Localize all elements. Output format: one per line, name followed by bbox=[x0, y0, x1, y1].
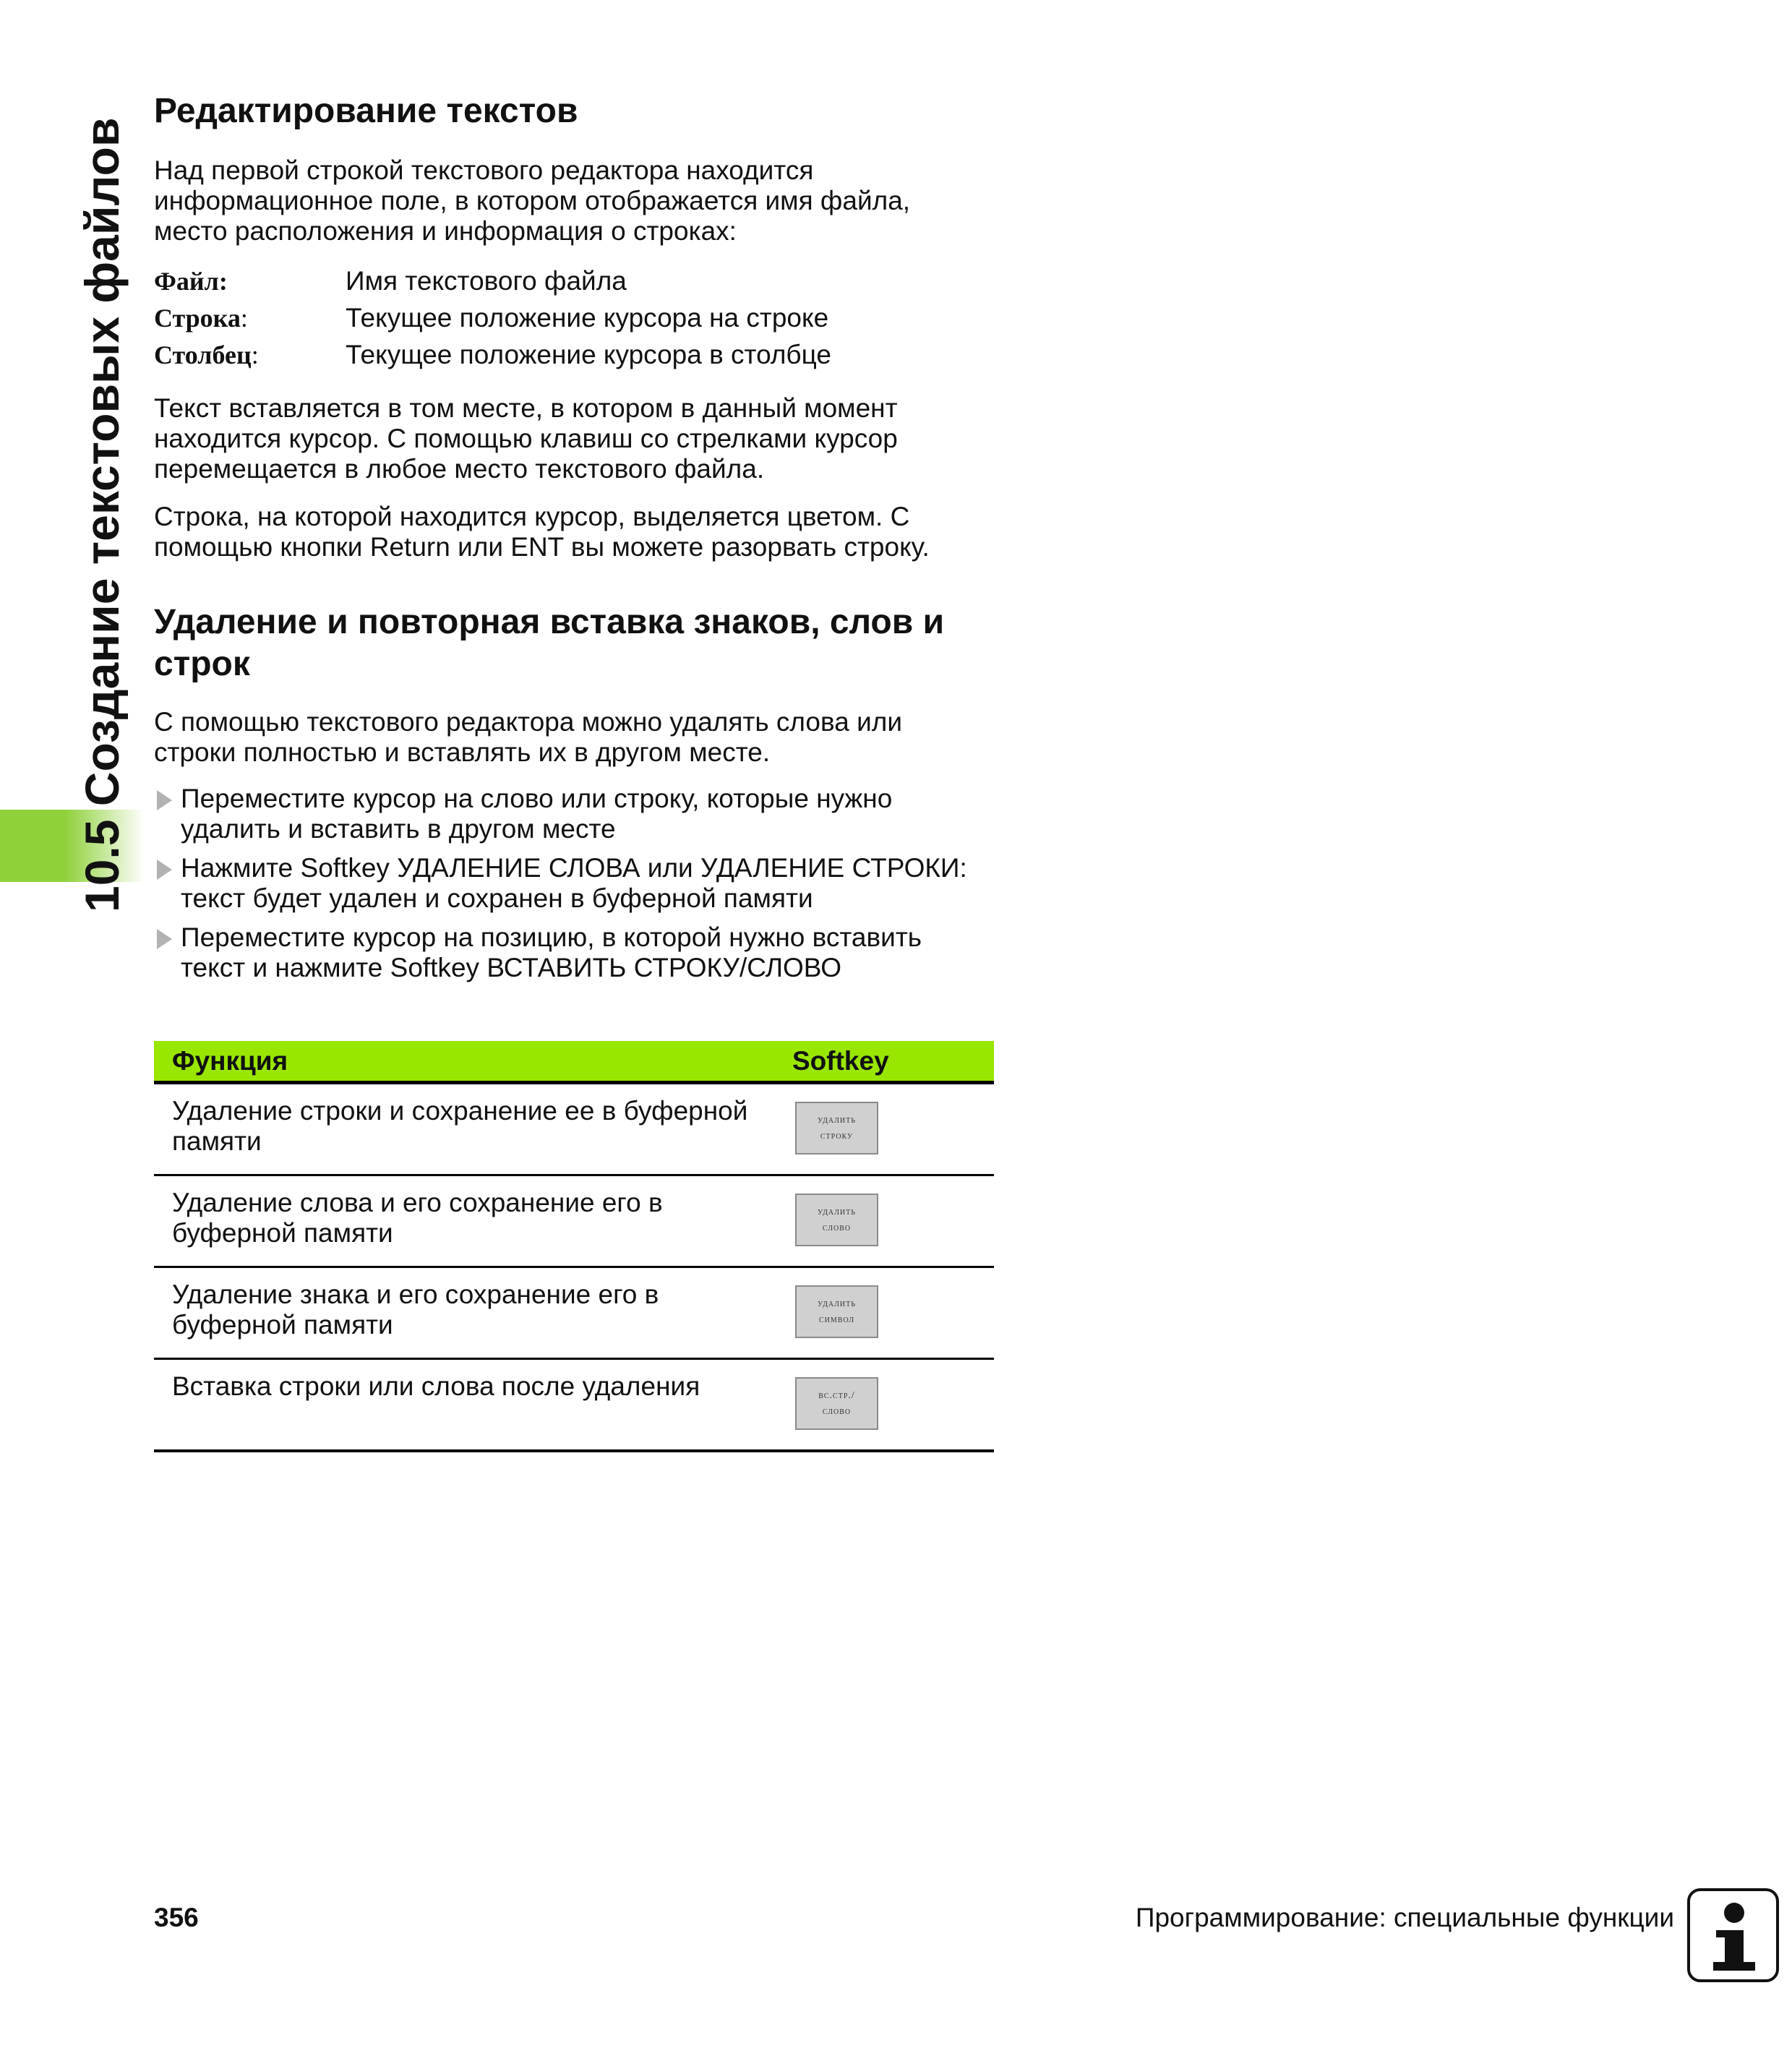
arrow-right-icon bbox=[157, 790, 172, 810]
def-row-column: Столбец: Текущее положение курсора в столбце bbox=[154, 339, 831, 369]
table-row: Удаление строки и сохранение ее в буферной памяти удалить строку bbox=[154, 1084, 994, 1176]
info-icon bbox=[1687, 1888, 1779, 1982]
table-row: Удаление слова и его сохранение его в буферной памяти удалить слово bbox=[154, 1176, 994, 1268]
table-header bbox=[154, 1041, 994, 1084]
instruction-list bbox=[154, 784, 1000, 983]
softkey-insert-line-word[interactable]: вс.стр./ слово bbox=[795, 1377, 878, 1430]
softkey-delete-char[interactable]: удалить символ bbox=[795, 1285, 878, 1338]
def-row-line: Строка: Текущее положение курсора на строке bbox=[154, 302, 829, 333]
info-field-list bbox=[154, 262, 1000, 373]
table-row: Удаление знака и его сохранение его в буферной памяти удалить символ bbox=[154, 1268, 994, 1360]
main-content bbox=[154, 90, 1000, 992]
softkey-delete-line[interactable]: удалить строку bbox=[795, 1102, 878, 1154]
list-item: Переместите курсор на слово или строку, которые нужно удалить и вставить в другом месте bbox=[154, 784, 1000, 844]
intro-paragraph: Над первой строкой текстового редактора находится информационное поле, в котором отображается имя файла, место расположения и информация о строках: bbox=[154, 155, 911, 246]
def-row-file: Файл: Имя текстового файла bbox=[154, 265, 627, 296]
softkey-table bbox=[154, 1041, 994, 1452]
cursor-paragraph: Текст вставляется в том месте, в котором в данный момент находится курсор. С помощью клавиш со стрелками курсор перемещается в любое место текстового файла. bbox=[154, 393, 898, 484]
table-row: Вставка строки или слова после удаления вс.стр./ слово bbox=[154, 1360, 994, 1452]
delete-intro-paragraph: С помощью текстового редактора можно удалять слова или строки полностью и вставлять их в другом месте. bbox=[154, 707, 903, 767]
list-item: Переместите курсор на позицию, в которой нужно вставить текст и нажмите Softkey ВСТАВИТЬ СТРОКУ/СЛОВО bbox=[154, 922, 1000, 983]
page-number: 356 bbox=[154, 1903, 199, 1932]
section-heading-editing: Редактирование текстов bbox=[154, 92, 578, 130]
section-heading-delete: Удаление и повторная вставка знаков, слов и строк bbox=[154, 603, 945, 683]
softkey-delete-word[interactable]: удалить слово bbox=[795, 1194, 878, 1246]
chapter-title: 10.5 Создание текстовых файлов bbox=[75, 117, 129, 912]
footer-title: Программирование: специальные функции bbox=[1135, 1903, 1674, 1932]
arrow-right-icon bbox=[157, 860, 172, 880]
arrow-right-icon bbox=[157, 929, 172, 949]
header-softkey: Softkey bbox=[792, 1045, 889, 1076]
header-function: Функция bbox=[172, 1045, 288, 1076]
list-item: Нажмите Softkey УДАЛЕНИЕ СЛОВА или УДАЛЕНИЕ СТРОКИ: текст будет удален и сохранен в буферной памяти bbox=[154, 853, 1000, 914]
highlight-paragraph: Строка, на которой находится курсор, выделяется цветом. С помощью кнопки Return или ENT вы можете разорвать строку. bbox=[154, 502, 930, 562]
